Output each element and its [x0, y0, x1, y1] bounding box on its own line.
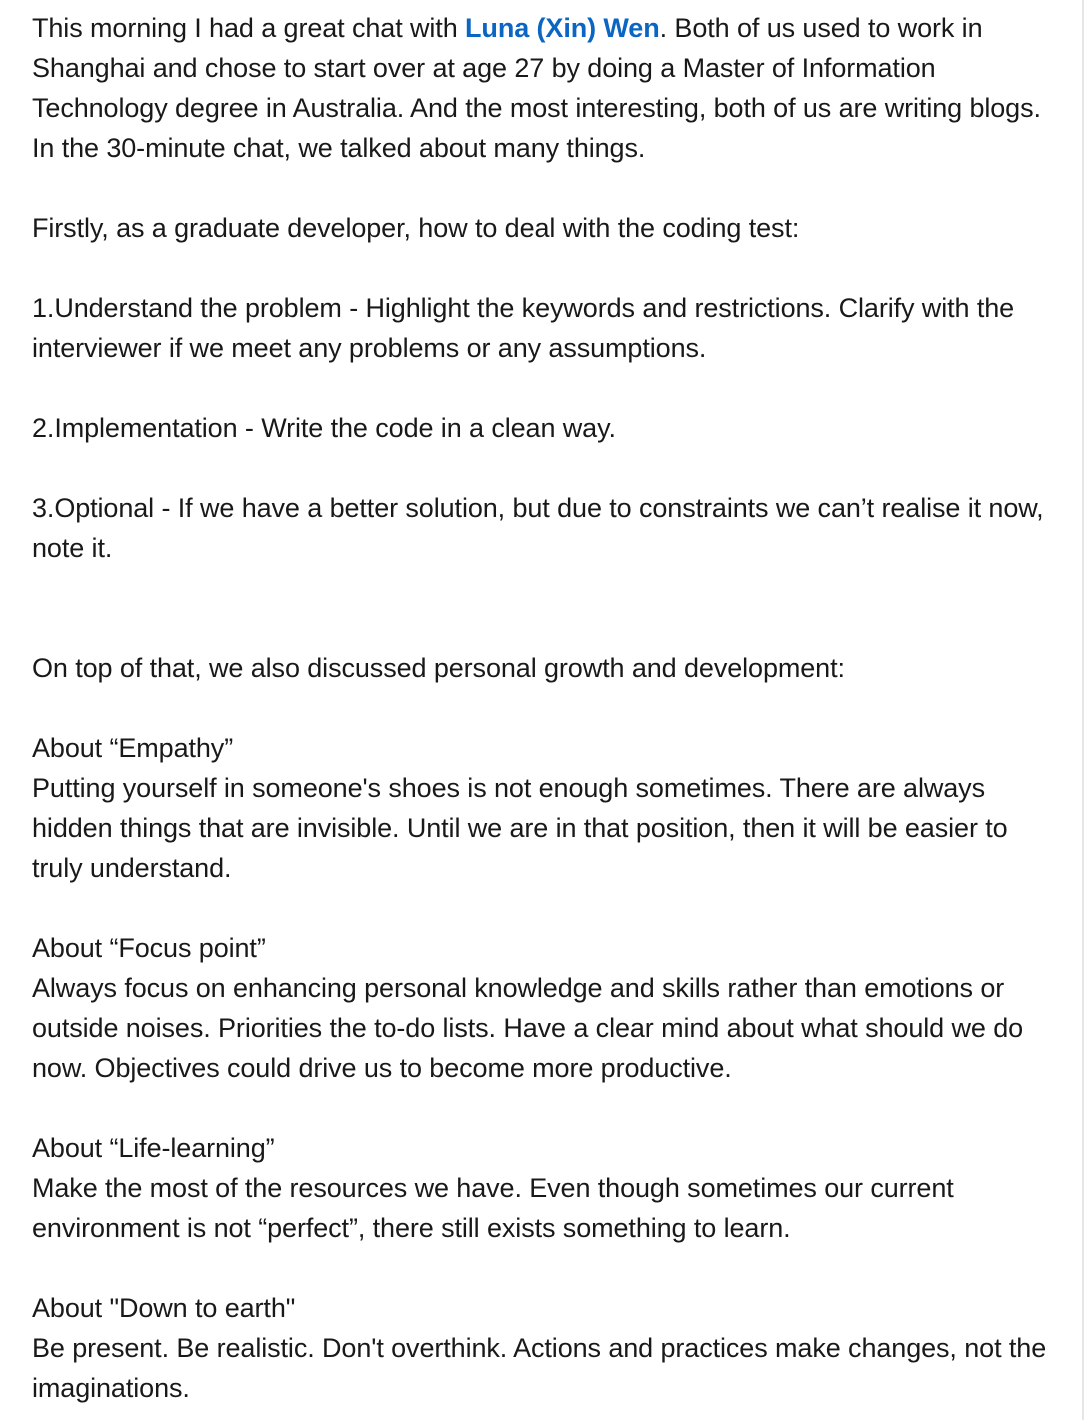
step-optional: 3.Optional - If we have a better solution, but due to constraints we can’t realise it now, note it. [32, 493, 1044, 563]
topic-text-life-learning: Make the most of the resources we have. Even though sometimes our current environment is not “perfect”, there still exists something to learn. [32, 1173, 954, 1243]
intro-text-before: This morning I had a great chat with [32, 13, 466, 43]
coding-test-intro: Firstly, as a graduate developer, how to deal with the coding test: [32, 213, 800, 243]
topic-heading-life-learning: About “Life-learning” [32, 1133, 275, 1163]
spacer [32, 568, 1062, 648]
spacer [32, 688, 1062, 728]
topic-heading-down-to-earth: About "Down to earth" [32, 1293, 296, 1323]
spacer [32, 1088, 1062, 1128]
intro-paragraph [32, 8, 1062, 168]
spacer [32, 448, 1062, 488]
step-implementation: 2.Implementation - Write the code in a clean way. [32, 413, 616, 443]
topic-heading-focus-point: About “Focus point” [32, 933, 266, 963]
intro-text-after: . Both of us used to work in Shanghai and chose to start over at age 27 by doing a Master of Information Technology degree in Australia. And the most interesting, both of us are writing blogs. In the 30-minute chat, we talked about many things. [32, 13, 1041, 163]
post-body [32, 8, 1062, 1408]
spacer [32, 168, 1062, 208]
growth-intro: On top of that, we also discussed personal growth and development: [32, 653, 845, 683]
mention-link-luna-xin-wen[interactable]: Luna (Xin) Wen [465, 13, 660, 43]
topic-text-focus-point: Always focus on enhancing personal knowledge and skills rather than emotions or outside noises. Priorities the to-do lists. Have a clear mind about what should we do now. Objectives could drive us to become more productive. [32, 973, 1024, 1083]
step-understand-problem: 1.Understand the problem - Highlight the keywords and restrictions. Clarify with the interviewer if we meet any problems or any assumptions. [32, 293, 1015, 363]
spacer [32, 1248, 1062, 1288]
spacer [32, 368, 1062, 408]
spacer [32, 248, 1062, 288]
topic-text-empathy: Putting yourself in someone's shoes is not enough sometimes. There are always hidden things that are invisible. Until we are in that position, then it will be easier to truly understand. [32, 773, 1008, 883]
spacer [32, 888, 1062, 928]
topic-text-down-to-earth: Be present. Be realistic. Don't overthink. Actions and practices make changes, not the imaginations. [32, 1333, 1047, 1403]
topic-heading-empathy: About “Empathy” [32, 733, 234, 763]
